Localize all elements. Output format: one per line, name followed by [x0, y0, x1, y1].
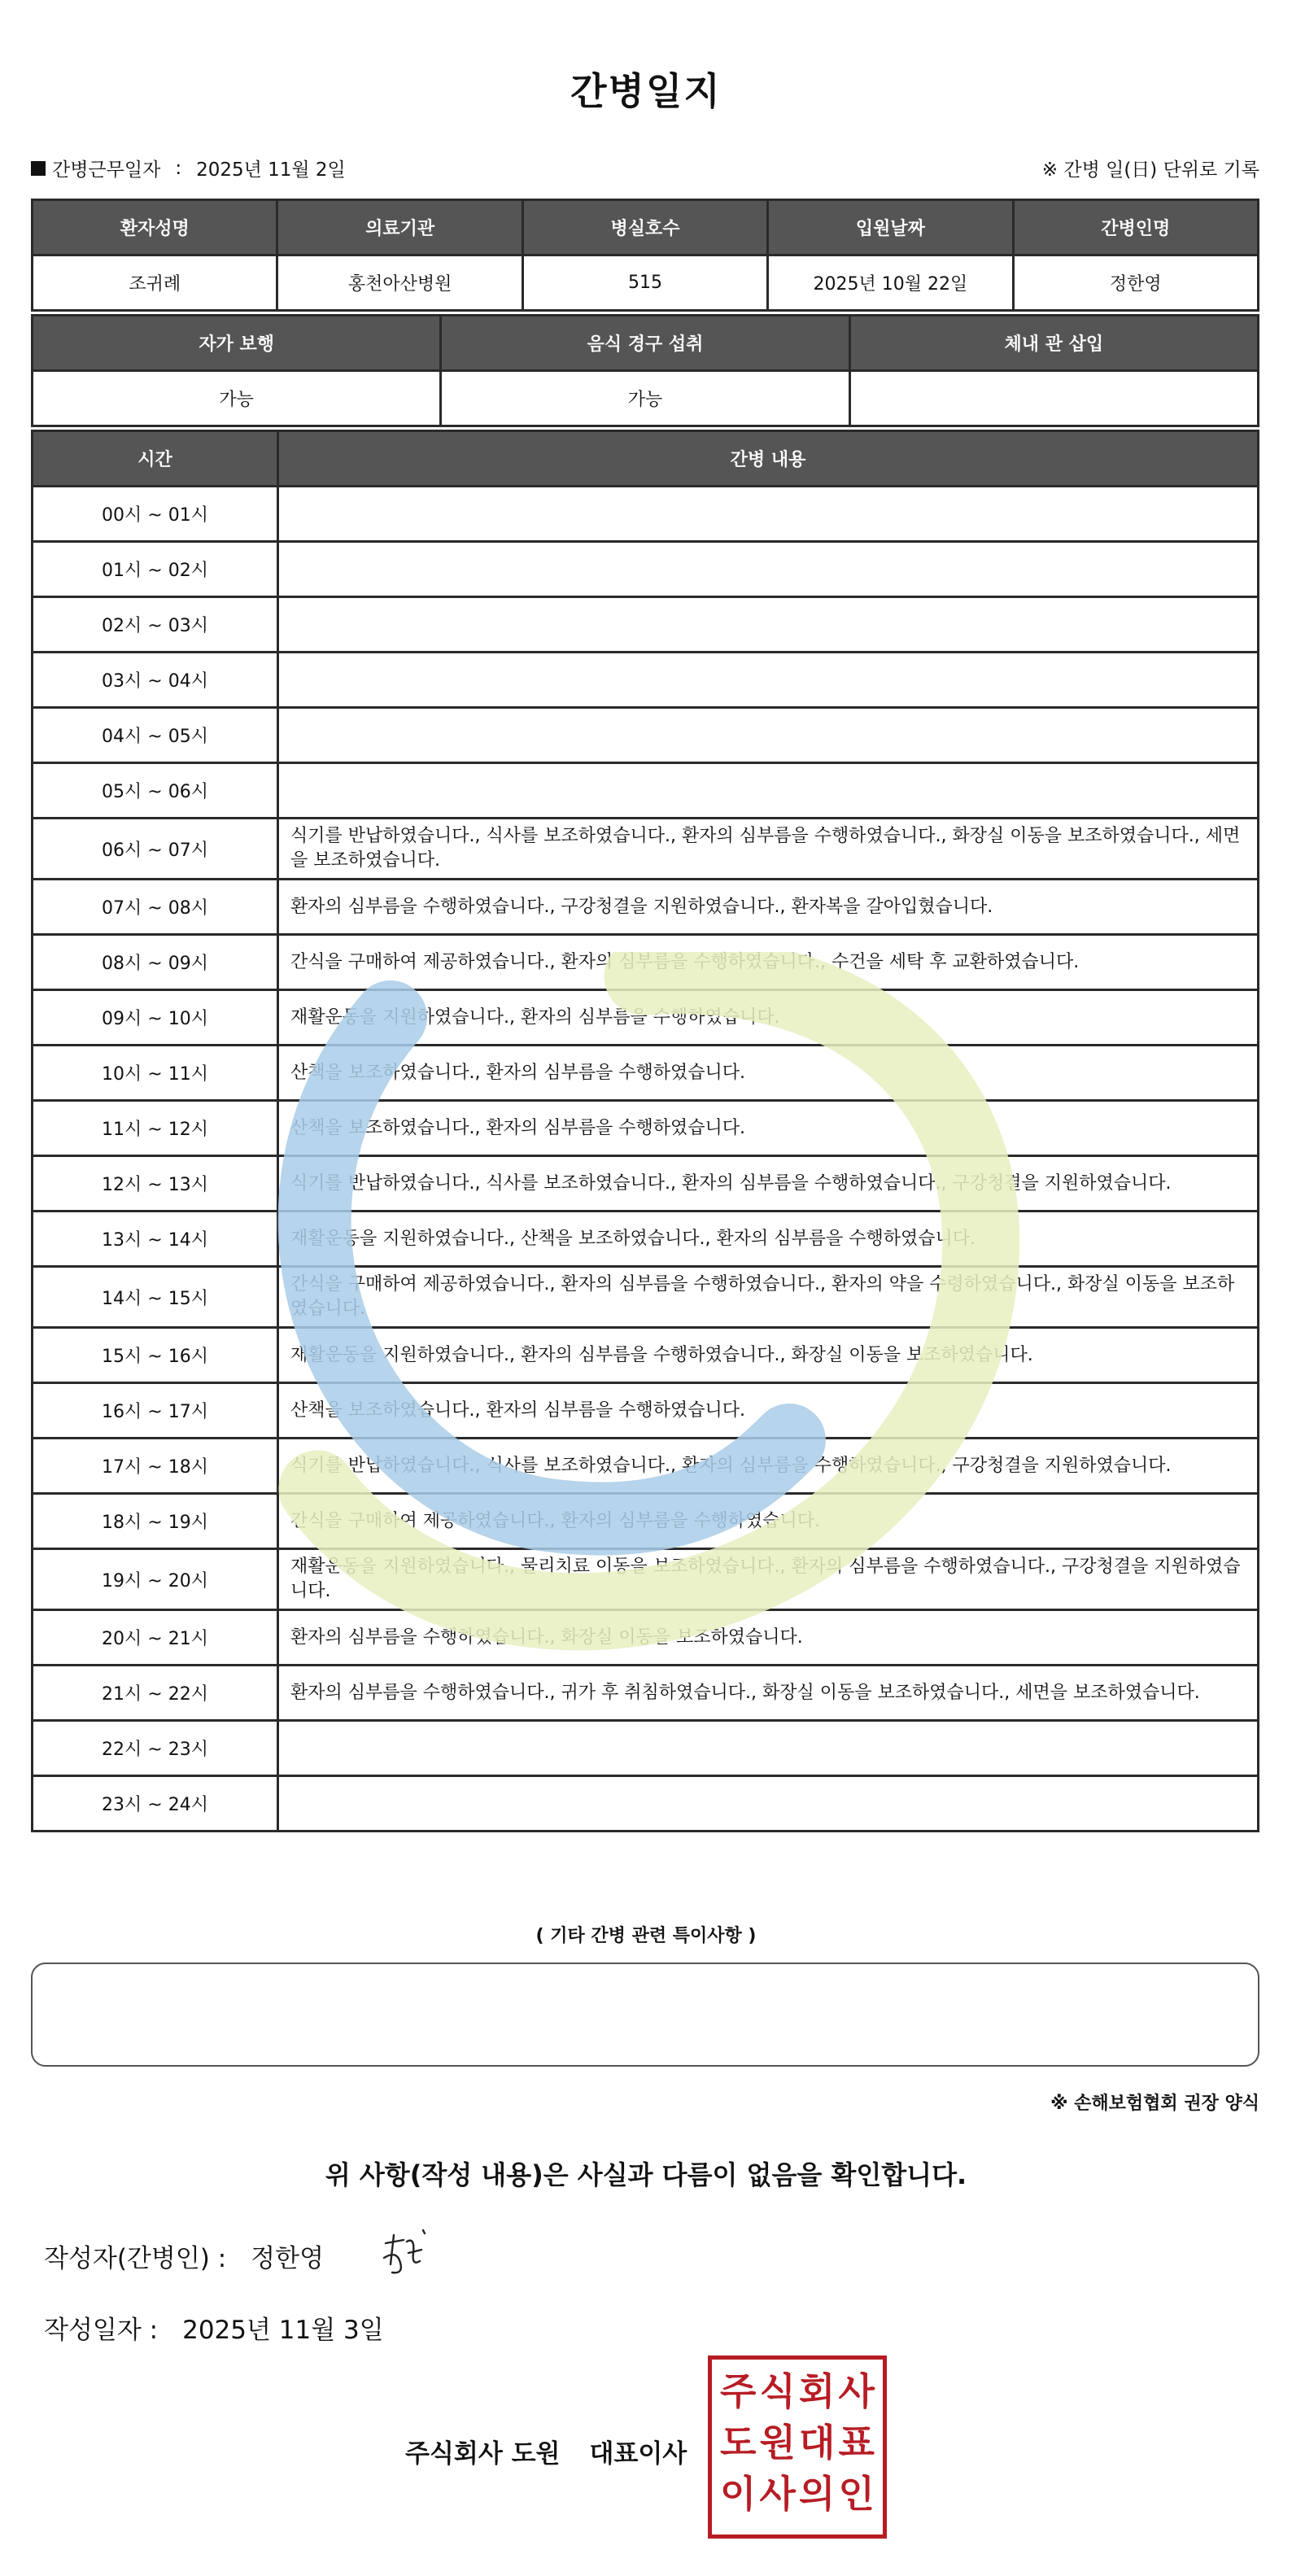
time-slot-cell: 14시 ~ 15시: [33, 1267, 278, 1328]
table-row: [33, 1046, 1259, 1101]
care-content-cell: [278, 542, 1259, 597]
seal-character: 주: [720, 2369, 757, 2413]
caregiver-name-header: 간병인명: [1013, 200, 1258, 255]
table-row: [33, 1776, 1259, 1832]
care-content-cell: [278, 597, 1259, 653]
time-slot-cell: 12시 ~ 13시: [33, 1156, 278, 1212]
care-content-cell: [278, 487, 1259, 542]
table-row: [33, 487, 1259, 542]
handwritten-signature: [379, 2225, 428, 2282]
patient-name-header: 환자성명: [33, 200, 277, 255]
work-date-value: 2025년 11월 2일: [196, 159, 346, 181]
care-content-cell: 산책을 보조하였습니다., 환자의 심부름을 수행하였습니다.: [278, 1101, 1259, 1156]
writer-line: [44, 2238, 324, 2274]
table-row: [33, 1101, 1259, 1156]
seal-character: 도: [720, 2421, 757, 2465]
patient-info-value-row: [33, 255, 1259, 311]
care-content-cell: 재활운동을 지원하였습니다., 환자의 심부름을 수행하였습니다.: [278, 990, 1259, 1046]
care-content-cell: [278, 763, 1259, 819]
patient-status-table: [31, 314, 1259, 427]
care-content-cell: 재활운동을 지원하였습니다., 물리치료 이동을 보조하였습니다., 환자의 심부름을 수행하였습니다., 구강청결을 지원하였습니다.: [278, 1549, 1259, 1610]
time-slot-cell: 20시 ~ 21시: [33, 1610, 278, 1666]
time-header: 시간: [33, 431, 278, 487]
time-slot-cell: 13시 ~ 14시: [33, 1212, 278, 1267]
written-date-value: 2025년 11월 3일: [182, 2316, 384, 2345]
care-content-cell: [278, 1776, 1259, 1832]
representative-title: 대표이사: [589, 2439, 687, 2469]
table-row: [33, 1383, 1259, 1439]
time-slot-cell: 23시 ~ 24시: [33, 1776, 278, 1832]
care-content-cell: [278, 653, 1259, 708]
walking-header: 자가 보행: [33, 316, 441, 371]
care-content-cell: [278, 708, 1259, 763]
care-log-body: [33, 487, 1259, 1832]
patient-info-table: [31, 199, 1259, 312]
hospital-value: 홍천아산병원: [277, 255, 522, 311]
care-content-cell: 재활운동을 지원하였습니다., 환자의 심부름을 수행하였습니다., 화장실 이동을 보조하였습니다.: [278, 1328, 1259, 1383]
table-row: [33, 1439, 1259, 1494]
care-content-cell: 식기를 반납하였습니다., 식사를 보조하였습니다., 환자의 심부름을 수행하였습니다., 구강청결을 지원하였습니다.: [278, 1439, 1259, 1494]
table-row: [33, 1156, 1259, 1212]
seal-character: 표: [838, 2421, 875, 2465]
page-title: 간병일지: [570, 69, 722, 113]
time-slot-cell: 15시 ~ 16시: [33, 1328, 278, 1383]
table-row: [33, 1666, 1259, 1721]
time-slot-cell: 17시 ~ 18시: [33, 1439, 278, 1494]
oral-intake-value: 가능: [441, 371, 849, 426]
record-unit-note: ※ 간병 일(日) 단위로 기록: [1041, 159, 1259, 181]
tube-insertion-header: 체내 관 삽입: [849, 316, 1258, 371]
hospital-header: 의료기관: [277, 200, 522, 255]
care-content-cell: 식기를 반납하였습니다., 식사를 보조하였습니다., 환자의 심부름을 수행하였습니다., 화장실 이동을 보조하였습니다., 세면을 보조하였습니다.: [278, 819, 1259, 880]
seal-row: [718, 2417, 876, 2469]
seal-row: [718, 2366, 876, 2417]
table-row: [33, 708, 1259, 763]
table-row: [33, 1494, 1259, 1549]
time-slot-cell: 02시 ~ 03시: [33, 597, 278, 653]
seal-character: 원: [759, 2421, 796, 2465]
work-date-colon: :: [175, 157, 182, 179]
patient-name-value: 조귀례: [33, 255, 277, 311]
time-slot-cell: 06시 ~ 07시: [33, 819, 278, 880]
care-content-cell: 식기를 반납하였습니다., 식사를 보조하였습니다., 환자의 심부름을 수행하였습니다., 구강청결을 지원하였습니다.: [278, 1156, 1259, 1212]
table-row: [33, 819, 1259, 880]
time-slot-cell: 22시 ~ 23시: [33, 1721, 278, 1776]
table-row: [33, 1328, 1259, 1383]
insurance-form-note: ※ 손해보험협회 권장 양식: [1050, 2094, 1259, 2114]
time-slot-cell: 16시 ~ 17시: [33, 1383, 278, 1439]
remarks-box: [31, 1963, 1259, 2067]
seal-character: 식: [759, 2369, 796, 2413]
writer-name: 정한영: [251, 2244, 325, 2273]
written-date-line: [44, 2309, 384, 2346]
time-slot-cell: 09시 ~ 10시: [33, 990, 278, 1046]
care-content-cell: 산책을 보조하였습니다., 환자의 심부름을 수행하였습니다.: [278, 1046, 1259, 1101]
seal-character: 사: [759, 2472, 796, 2516]
care-content-cell: 산책을 보조하였습니다., 환자의 심부름을 수행하였습니다.: [278, 1383, 1259, 1439]
table-row: [33, 1267, 1259, 1328]
time-slot-cell: 01시 ~ 02시: [33, 542, 278, 597]
seal-row: [718, 2469, 876, 2520]
seal-character: 의: [799, 2472, 836, 2516]
patient-info-header-row: [33, 200, 1259, 255]
written-date-label: 작성일자 :: [44, 2316, 159, 2345]
seal-character: 인: [838, 2472, 875, 2516]
care-content-cell: 재활운동을 지원하였습니다., 산책을 보조하였습니다., 환자의 심부름을 수행하였습니다.: [278, 1212, 1259, 1267]
remarks-title: ( 기타 간병 관련 특이사항 ): [535, 1926, 757, 1946]
company-line: [405, 2433, 687, 2469]
time-slot-cell: 04시 ~ 05시: [33, 708, 278, 763]
work-date-row: [31, 155, 1259, 184]
table-row: [33, 1212, 1259, 1267]
seal-character: 회: [799, 2369, 836, 2413]
table-row: [33, 763, 1259, 819]
seal-character: 사: [838, 2369, 875, 2413]
table-row: [33, 1610, 1259, 1666]
time-slot-cell: 10시 ~ 11시: [33, 1046, 278, 1101]
tube-insertion-value: [849, 371, 1258, 426]
care-log-header-row: [33, 431, 1259, 487]
table-row: [33, 990, 1259, 1046]
table-row: [33, 880, 1259, 935]
time-slot-cell: 08시 ~ 09시: [33, 935, 278, 990]
admission-date-header: 입원날짜: [768, 200, 1013, 255]
time-slot-cell: 00시 ~ 01시: [33, 487, 278, 542]
patient-status-header-row: [33, 316, 1259, 371]
table-row: [33, 1721, 1259, 1776]
time-slot-cell: 11시 ~ 12시: [33, 1101, 278, 1156]
table-row: [33, 935, 1259, 990]
time-slot-cell: 03시 ~ 04시: [33, 653, 278, 708]
table-row: [33, 1549, 1259, 1610]
work-date-label: 간병근무일자: [52, 159, 161, 181]
time-slot-cell: 19시 ~ 20시: [33, 1549, 278, 1610]
care-log-table: [31, 430, 1259, 1832]
company-seal-stamp: [708, 2356, 887, 2539]
caregiver-name-value: 정한영: [1013, 255, 1258, 311]
care-content-cell: 환자의 심부름을 수행하였습니다., 화장실 이동을 보조하였습니다.: [278, 1610, 1259, 1666]
care-content-header: 간병 내용: [278, 431, 1259, 487]
care-content-cell: 간식을 구매하여 제공하였습니다., 환자의 심부름을 수행하였습니다.: [278, 1494, 1259, 1549]
room-number-value: 515: [522, 255, 767, 311]
table-row: [33, 542, 1259, 597]
walking-value: 가능: [33, 371, 441, 426]
seal-character: 대: [799, 2421, 836, 2465]
confirmation-statement: 위 사항(작성 내용)은 사실과 다름이 없음을 확인합니다.: [325, 2159, 967, 2190]
care-content-cell: 간식을 구매하여 제공하였습니다., 환자의 심부름을 수행하였습니다., 환자의 약을 수령하였습니다., 화장실 이동을 보조하였습니다.: [278, 1267, 1259, 1328]
work-date-info: [31, 155, 346, 181]
care-content-cell: 환자의 심부름을 수행하였습니다., 귀가 후 취침하였습니다., 화장실 이동을 보조하였습니다., 세면을 보조하였습니다.: [278, 1666, 1259, 1721]
time-slot-cell: 18시 ~ 19시: [33, 1494, 278, 1549]
table-row: [33, 653, 1259, 708]
patient-status-value-row: [33, 371, 1259, 426]
writer-label: 작성자(간병인) :: [44, 2244, 227, 2273]
room-number-header: 병실호수: [522, 200, 767, 255]
time-slot-cell: 07시 ~ 08시: [33, 880, 278, 935]
table-row: [33, 597, 1259, 653]
company-name: 주식회사 도원: [405, 2439, 561, 2469]
square-bullet-icon: [31, 161, 46, 176]
care-content-cell: 환자의 심부름을 수행하였습니다., 구강청결을 지원하였습니다., 환자복을 갈아입혔습니다.: [278, 880, 1259, 935]
admission-date-value: 2025년 10월 22일: [768, 255, 1013, 311]
time-slot-cell: 21시 ~ 22시: [33, 1666, 278, 1721]
care-content-cell: [278, 1721, 1259, 1776]
seal-character: 이: [720, 2472, 757, 2516]
time-slot-cell: 05시 ~ 06시: [33, 763, 278, 819]
oral-intake-header: 음식 경구 섭취: [441, 316, 849, 371]
care-content-cell: 간식을 구매하여 제공하였습니다., 환자의 심부름을 수행하였습니다., 수건을 세탁 후 교환하였습니다.: [278, 935, 1259, 990]
